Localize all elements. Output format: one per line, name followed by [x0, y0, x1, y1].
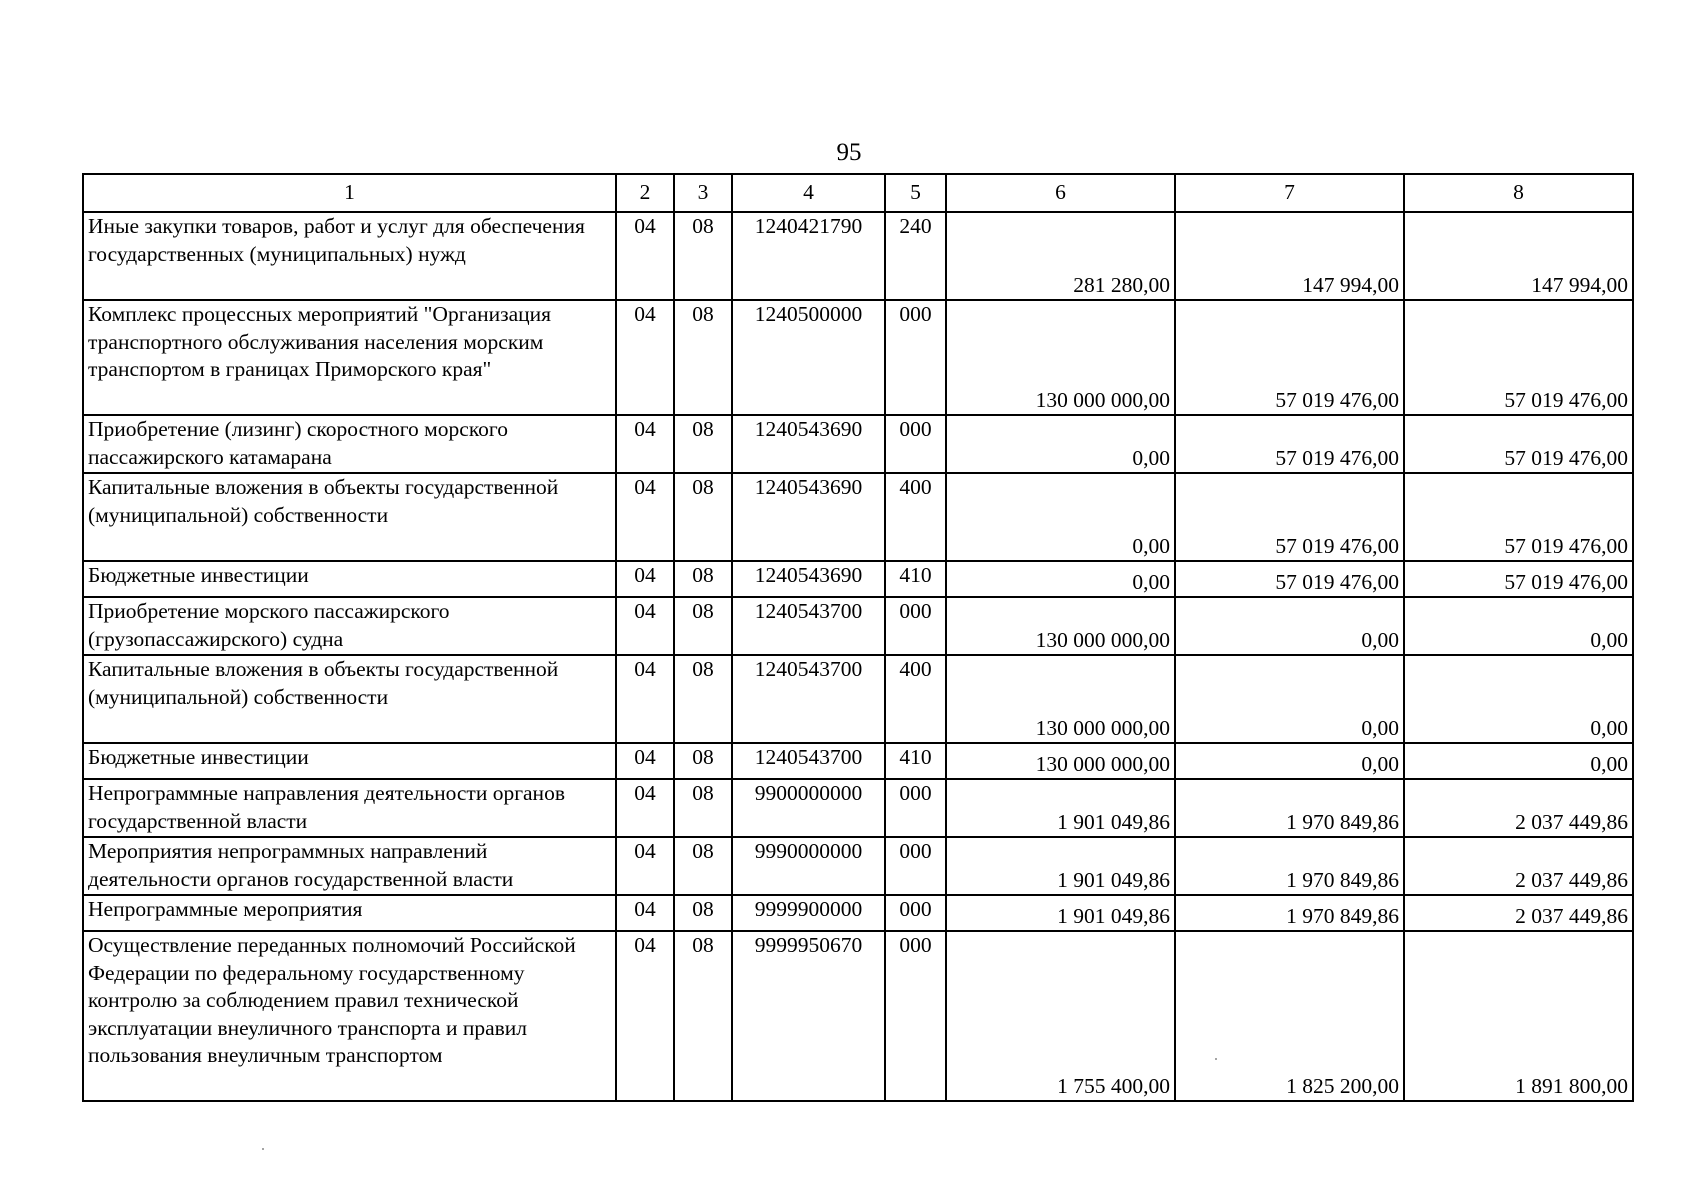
- row-description: Комплекс процессных мероприятий "Организация транспортного обслуживания населения морским транспортом в границах Приморского края": [83, 300, 616, 415]
- amount-col-8: 2 037 449,86: [1404, 779, 1633, 837]
- row-description: Бюджетные инвестиции: [83, 743, 616, 779]
- expense-type-code: 400: [885, 655, 946, 743]
- section-code: 04: [616, 931, 674, 1101]
- target-article-code: 9999900000: [732, 895, 885, 931]
- row-description: Непрограммные мероприятия: [83, 895, 616, 931]
- amount-col-7: 0,00: [1175, 655, 1404, 743]
- amount-col-8: 57 019 476,00: [1404, 473, 1633, 561]
- amount-col-8: 147 994,00: [1404, 212, 1633, 300]
- table-row: [83, 212, 1633, 300]
- subsection-code: 08: [674, 597, 732, 655]
- expense-type-code: 000: [885, 597, 946, 655]
- table-row: [83, 779, 1633, 837]
- target-article-code: 1240500000: [732, 300, 885, 415]
- subsection-code: 08: [674, 473, 732, 561]
- amount-col-8: 2 037 449,86: [1404, 837, 1633, 895]
- amount-col-6: 1 755 400,00: [946, 931, 1175, 1101]
- expense-type-code: 000: [885, 300, 946, 415]
- table-row: [83, 895, 1633, 931]
- section-code: 04: [616, 837, 674, 895]
- amount-col-7: 1 970 849,86: [1175, 895, 1404, 931]
- amount-col-8: 0,00: [1404, 597, 1633, 655]
- amount-col-7: 0,00: [1175, 597, 1404, 655]
- subsection-code: 08: [674, 931, 732, 1101]
- amount-col-8: 57 019 476,00: [1404, 561, 1633, 597]
- header-col-8: 8: [1404, 174, 1633, 212]
- expense-type-code: 400: [885, 473, 946, 561]
- table-row: [83, 473, 1633, 561]
- expense-type-code: 000: [885, 837, 946, 895]
- amount-col-7: 1 825 200,00: [1175, 931, 1404, 1101]
- amount-col-6: 130 000 000,00: [946, 300, 1175, 415]
- scan-speck: [262, 1148, 264, 1150]
- subsection-code: 08: [674, 561, 732, 597]
- amount-col-6: 0,00: [946, 415, 1175, 473]
- target-article-code: 1240543700: [732, 743, 885, 779]
- section-code: 04: [616, 212, 674, 300]
- target-article-code: 9900000000: [732, 779, 885, 837]
- section-code: 04: [616, 561, 674, 597]
- amount-col-6: 281 280,00: [946, 212, 1175, 300]
- expense-type-code: 000: [885, 931, 946, 1101]
- target-article-code: 1240543690: [732, 561, 885, 597]
- header-row: [83, 174, 1633, 212]
- budget-table: [82, 173, 1634, 1102]
- section-code: 04: [616, 415, 674, 473]
- row-description: Приобретение (лизинг) скоростного морского пассажирского катамарана: [83, 415, 616, 473]
- header-col-7: 7: [1175, 174, 1404, 212]
- amount-col-7: 57 019 476,00: [1175, 473, 1404, 561]
- table-row: [83, 743, 1633, 779]
- row-description: Непрограммные направления деятельности органов государственной власти: [83, 779, 616, 837]
- subsection-code: 08: [674, 300, 732, 415]
- row-description: Приобретение морского пассажирского (грузопассажирского) судна: [83, 597, 616, 655]
- amount-col-7: 147 994,00: [1175, 212, 1404, 300]
- row-description: Капитальные вложения в объекты государственной (муниципальной) собственности: [83, 473, 616, 561]
- amount-col-8: 0,00: [1404, 743, 1633, 779]
- expense-type-code: 000: [885, 895, 946, 931]
- header-col-6: 6: [946, 174, 1175, 212]
- subsection-code: 08: [674, 895, 732, 931]
- table-row: [83, 415, 1633, 473]
- section-code: 04: [616, 655, 674, 743]
- subsection-code: 08: [674, 779, 732, 837]
- amount-col-7: 57 019 476,00: [1175, 415, 1404, 473]
- expense-type-code: 410: [885, 743, 946, 779]
- amount-col-7: 1 970 849,86: [1175, 837, 1404, 895]
- subsection-code: 08: [674, 655, 732, 743]
- section-code: 04: [616, 300, 674, 415]
- amount-col-8: 2 037 449,86: [1404, 895, 1633, 931]
- amount-col-7: 1 970 849,86: [1175, 779, 1404, 837]
- row-description: Бюджетные инвестиции: [83, 561, 616, 597]
- header-col-4: 4: [732, 174, 885, 212]
- section-code: 04: [616, 597, 674, 655]
- amount-col-6: 0,00: [946, 561, 1175, 597]
- expense-type-code: 000: [885, 779, 946, 837]
- expense-type-code: 410: [885, 561, 946, 597]
- target-article-code: 9999950670: [732, 931, 885, 1101]
- subsection-code: 08: [674, 415, 732, 473]
- amount-col-6: 130 000 000,00: [946, 743, 1175, 779]
- header-col-1: 1: [83, 174, 616, 212]
- amount-col-8: 1 891 800,00: [1404, 931, 1633, 1101]
- target-article-code: 9990000000: [732, 837, 885, 895]
- section-code: 04: [616, 473, 674, 561]
- amount-col-7: 57 019 476,00: [1175, 561, 1404, 597]
- target-article-code: 1240543690: [732, 415, 885, 473]
- table-row: [83, 300, 1633, 415]
- row-description: Иные закупки товаров, работ и услуг для обеспечения государственных (муниципальных) нужд: [83, 212, 616, 300]
- subsection-code: 08: [674, 743, 732, 779]
- row-description: Осуществление переданных полномочий Российской Федерации по федеральному государственному контролю за соблюдением правил технической эксплуатации внеуличного транспорта и правил пользования внеуличным транспортом: [83, 931, 616, 1101]
- amount-col-6: 130 000 000,00: [946, 655, 1175, 743]
- table-row: [83, 561, 1633, 597]
- target-article-code: 1240543700: [732, 655, 885, 743]
- amount-col-6: 1 901 049,86: [946, 837, 1175, 895]
- table-row: [83, 597, 1633, 655]
- header-col-3: 3: [674, 174, 732, 212]
- target-article-code: 1240543690: [732, 473, 885, 561]
- row-description: Мероприятия непрограммных направлений деятельности органов государственной власти: [83, 837, 616, 895]
- expense-type-code: 000: [885, 415, 946, 473]
- amount-col-8: 57 019 476,00: [1404, 300, 1633, 415]
- header-col-5: 5: [885, 174, 946, 212]
- subsection-code: 08: [674, 837, 732, 895]
- page-number: 95: [836, 139, 862, 166]
- target-article-code: 1240543700: [732, 597, 885, 655]
- amount-col-6: 130 000 000,00: [946, 597, 1175, 655]
- table-row: [83, 837, 1633, 895]
- amount-col-8: 0,00: [1404, 655, 1633, 743]
- section-code: 04: [616, 779, 674, 837]
- table-row: [83, 655, 1633, 743]
- amount-col-6: 0,00: [946, 473, 1175, 561]
- amount-col-7: 57 019 476,00: [1175, 300, 1404, 415]
- amount-col-6: 1 901 049,86: [946, 779, 1175, 837]
- section-code: 04: [616, 743, 674, 779]
- target-article-code: 1240421790: [732, 212, 885, 300]
- section-code: 04: [616, 895, 674, 931]
- amount-col-8: 57 019 476,00: [1404, 415, 1633, 473]
- header-col-2: 2: [616, 174, 674, 212]
- table-row: [83, 931, 1633, 1101]
- amount-col-7: 0,00: [1175, 743, 1404, 779]
- expense-type-code: 240: [885, 212, 946, 300]
- row-description: Капитальные вложения в объекты государственной (муниципальной) собственности: [83, 655, 616, 743]
- subsection-code: 08: [674, 212, 732, 300]
- amount-col-6: 1 901 049,86: [946, 895, 1175, 931]
- scan-speck: [1215, 1058, 1217, 1060]
